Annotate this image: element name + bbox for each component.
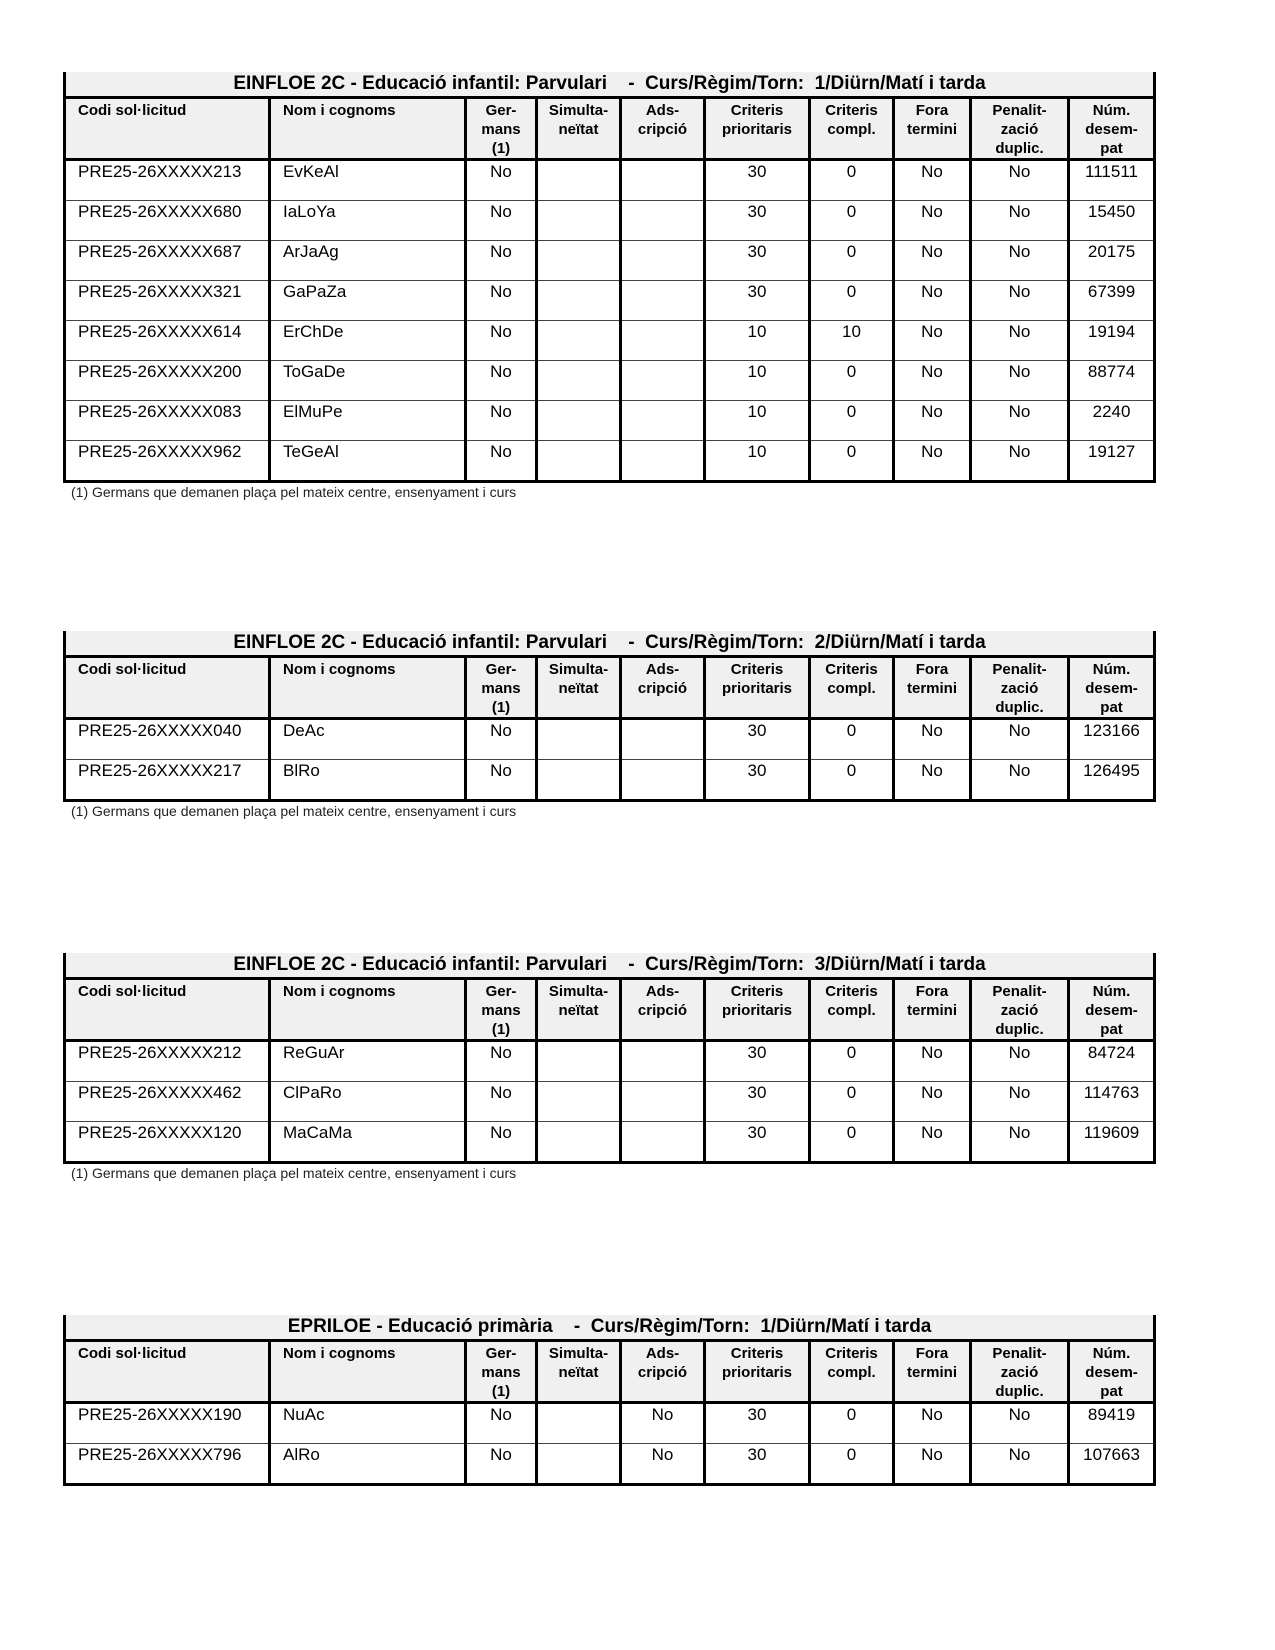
cell-assignment: [621, 321, 705, 361]
column-header-siblings: Ger- mans (1): [466, 657, 537, 719]
cell-full-name: GaPaZa: [270, 281, 466, 321]
cell-siblings: No: [466, 361, 537, 401]
cell-duplicate-penalty: No: [971, 1444, 1069, 1485]
cell-siblings: No: [466, 401, 537, 441]
cell-full-name: ErChDe: [270, 321, 466, 361]
cell-late-submission: No: [894, 1122, 971, 1163]
column-header-tiebreak-number: Núm. desem- pat: [1069, 1341, 1155, 1403]
cell-request-code: PRE25-26XXXXX962: [65, 441, 270, 482]
cell-request-code: PRE25-26XXXXX680: [65, 201, 270, 241]
cell-request-code: PRE25-26XXXXX213: [65, 160, 270, 201]
cell-full-name: MaCaMa: [270, 1122, 466, 1163]
cell-duplicate-penalty: No: [971, 441, 1069, 482]
column-header-request-code: Codi sol·licitud: [65, 657, 270, 719]
cell-siblings: No: [466, 719, 537, 760]
cell-tiebreak-number: 123166: [1069, 719, 1155, 760]
cell-siblings: No: [466, 281, 537, 321]
cell-assignment: [621, 361, 705, 401]
column-header-request-code: Codi sol·licitud: [65, 1341, 270, 1403]
cell-siblings: No: [466, 1122, 537, 1163]
cell-late-submission: No: [894, 201, 971, 241]
cell-simultaneity: [537, 719, 621, 760]
cell-complementary-criteria: 0: [810, 160, 894, 201]
cell-complementary-criteria: 0: [810, 361, 894, 401]
column-header-late-submission: Fora termini: [894, 979, 971, 1041]
cell-duplicate-penalty: No: [971, 1403, 1069, 1444]
table-row: [65, 321, 1155, 361]
cell-complementary-criteria: 0: [810, 241, 894, 281]
column-header-late-submission: Fora termini: [894, 1341, 971, 1403]
column-header-assignment: Ads- cripció: [621, 98, 705, 160]
cell-late-submission: No: [894, 281, 971, 321]
cell-priority-criteria: 30: [705, 281, 810, 321]
admissions-table: [63, 72, 1156, 483]
column-header-assignment: Ads- cripció: [621, 657, 705, 719]
cell-siblings: No: [466, 441, 537, 482]
cell-tiebreak-number: 88774: [1069, 361, 1155, 401]
cell-complementary-criteria: 0: [810, 441, 894, 482]
cell-duplicate-penalty: No: [971, 1082, 1069, 1122]
cell-siblings: No: [466, 201, 537, 241]
column-header-simultaneity: Simulta- neïtat: [537, 98, 621, 160]
column-header-duplicate-penalty: Penalit- zació duplic.: [971, 98, 1069, 160]
cell-full-name: EvKeAl: [270, 160, 466, 201]
cell-duplicate-penalty: No: [971, 160, 1069, 201]
cell-assignment: [621, 760, 705, 801]
cell-assignment: [621, 160, 705, 201]
cell-tiebreak-number: 19127: [1069, 441, 1155, 482]
cell-complementary-criteria: 0: [810, 401, 894, 441]
table-row: [65, 361, 1155, 401]
table-row: [65, 760, 1155, 801]
cell-tiebreak-number: 107663: [1069, 1444, 1155, 1485]
cell-siblings: No: [466, 1041, 537, 1082]
cell-full-name: AlRo: [270, 1444, 466, 1485]
table-row: [65, 1122, 1155, 1163]
cell-full-name: ToGaDe: [270, 361, 466, 401]
cell-complementary-criteria: 0: [810, 1122, 894, 1163]
column-header-simultaneity: Simulta- neïtat: [537, 979, 621, 1041]
cell-siblings: No: [466, 760, 537, 801]
cell-priority-criteria: 10: [705, 401, 810, 441]
column-header-request-code: Codi sol·licitud: [65, 979, 270, 1041]
cell-full-name: ClPaRo: [270, 1082, 466, 1122]
column-header-full-name: Nom i cognoms: [270, 979, 466, 1041]
cell-simultaneity: [537, 1122, 621, 1163]
cell-duplicate-penalty: No: [971, 1041, 1069, 1082]
cell-full-name: ReGuAr: [270, 1041, 466, 1082]
cell-request-code: PRE25-26XXXXX321: [65, 281, 270, 321]
cell-assignment: [621, 241, 705, 281]
cell-priority-criteria: 30: [705, 160, 810, 201]
cell-request-code: PRE25-26XXXXX190: [65, 1403, 270, 1444]
column-header-priority-criteria: Criteris prioritaris: [705, 657, 810, 719]
cell-assignment: [621, 719, 705, 760]
cell-tiebreak-number: 20175: [1069, 241, 1155, 281]
footnote: (1) Germans que demanen plaça pel mateix centre, ensenyament i curs: [71, 803, 517, 819]
admissions-table: [63, 631, 1156, 802]
cell-late-submission: No: [894, 441, 971, 482]
footnote: (1) Germans que demanen plaça pel mateix centre, ensenyament i curs: [71, 1165, 517, 1181]
cell-late-submission: No: [894, 1082, 971, 1122]
column-header-priority-criteria: Criteris prioritaris: [705, 979, 810, 1041]
cell-assignment: [621, 1122, 705, 1163]
cell-siblings: No: [466, 160, 537, 201]
admissions-table-section: [63, 953, 1153, 1181]
cell-request-code: PRE25-26XXXXX462: [65, 1082, 270, 1122]
cell-full-name: IaLoYa: [270, 201, 466, 241]
cell-complementary-criteria: 0: [810, 281, 894, 321]
cell-request-code: PRE25-26XXXXX120: [65, 1122, 270, 1163]
table-row: [65, 401, 1155, 441]
table-row: [65, 201, 1155, 241]
cell-assignment: [621, 1041, 705, 1082]
cell-request-code: PRE25-26XXXXX083: [65, 401, 270, 441]
cell-duplicate-penalty: No: [971, 401, 1069, 441]
cell-duplicate-penalty: No: [971, 281, 1069, 321]
cell-simultaneity: [537, 1403, 621, 1444]
cell-duplicate-penalty: No: [971, 361, 1069, 401]
cell-assignment: No: [621, 1403, 705, 1444]
cell-request-code: PRE25-26XXXXX687: [65, 241, 270, 281]
cell-complementary-criteria: 0: [810, 1444, 894, 1485]
cell-assignment: [621, 441, 705, 482]
cell-late-submission: No: [894, 241, 971, 281]
table-title: EPRILOE - Educació primària - Curs/Règim/Torn: 1/Diürn/Matí i tarda: [65, 1315, 1155, 1341]
cell-duplicate-penalty: No: [971, 719, 1069, 760]
table-title: EINFLOE 2C - Educació infantil: Parvulari - Curs/Règim/Torn: 3/Diürn/Matí i tarda: [65, 953, 1155, 979]
cell-request-code: PRE25-26XXXXX796: [65, 1444, 270, 1485]
cell-simultaneity: [537, 1041, 621, 1082]
column-header-simultaneity: Simulta- neïtat: [537, 1341, 621, 1403]
cell-complementary-criteria: 10: [810, 321, 894, 361]
table-row: [65, 1041, 1155, 1082]
cell-simultaneity: [537, 281, 621, 321]
column-header-siblings: Ger- mans (1): [466, 979, 537, 1041]
cell-priority-criteria: 30: [705, 1082, 810, 1122]
cell-simultaneity: [537, 1444, 621, 1485]
cell-tiebreak-number: 2240: [1069, 401, 1155, 441]
admissions-table-section: [63, 631, 1153, 819]
column-header-full-name: Nom i cognoms: [270, 657, 466, 719]
column-header-full-name: Nom i cognoms: [270, 1341, 466, 1403]
cell-full-name: DeAc: [270, 719, 466, 760]
cell-request-code: PRE25-26XXXXX200: [65, 361, 270, 401]
footnote: (1) Germans que demanen plaça pel mateix centre, ensenyament i curs: [71, 484, 517, 500]
cell-siblings: No: [466, 241, 537, 281]
column-header-full-name: Nom i cognoms: [270, 98, 466, 160]
cell-simultaneity: [537, 160, 621, 201]
cell-full-name: NuAc: [270, 1403, 466, 1444]
table-title: EINFLOE 2C - Educació infantil: Parvulari - Curs/Règim/Torn: 2/Diürn/Matí i tarda: [65, 631, 1155, 657]
cell-priority-criteria: 10: [705, 441, 810, 482]
column-header-duplicate-penalty: Penalit- zació duplic.: [971, 1341, 1069, 1403]
cell-priority-criteria: 30: [705, 760, 810, 801]
cell-priority-criteria: 30: [705, 1403, 810, 1444]
cell-simultaneity: [537, 201, 621, 241]
column-header-complementary-criteria: Criteris compl.: [810, 657, 894, 719]
cell-tiebreak-number: 84724: [1069, 1041, 1155, 1082]
column-header-duplicate-penalty: Penalit- zació duplic.: [971, 657, 1069, 719]
cell-request-code: PRE25-26XXXXX614: [65, 321, 270, 361]
table-row: [65, 1403, 1155, 1444]
column-header-assignment: Ads- cripció: [621, 1341, 705, 1403]
cell-late-submission: No: [894, 160, 971, 201]
cell-simultaneity: [537, 441, 621, 482]
column-header-tiebreak-number: Núm. desem- pat: [1069, 657, 1155, 719]
cell-simultaneity: [537, 321, 621, 361]
cell-late-submission: No: [894, 361, 971, 401]
cell-siblings: No: [466, 1403, 537, 1444]
cell-priority-criteria: 30: [705, 1122, 810, 1163]
cell-complementary-criteria: 0: [810, 719, 894, 760]
column-header-request-code: Codi sol·licitud: [65, 98, 270, 160]
table-row: [65, 160, 1155, 201]
cell-late-submission: No: [894, 1444, 971, 1485]
cell-priority-criteria: 30: [705, 241, 810, 281]
column-header-priority-criteria: Criteris prioritaris: [705, 1341, 810, 1403]
cell-full-name: BlRo: [270, 760, 466, 801]
cell-assignment: No: [621, 1444, 705, 1485]
admissions-table-section: [63, 72, 1153, 500]
cell-siblings: No: [466, 1444, 537, 1485]
admissions-table: [63, 1315, 1156, 1486]
cell-assignment: [621, 1082, 705, 1122]
column-header-priority-criteria: Criteris prioritaris: [705, 98, 810, 160]
cell-tiebreak-number: 119609: [1069, 1122, 1155, 1163]
cell-complementary-criteria: 0: [810, 1082, 894, 1122]
column-header-complementary-criteria: Criteris compl.: [810, 1341, 894, 1403]
column-header-late-submission: Fora termini: [894, 98, 971, 160]
table-title: EINFLOE 2C - Educació infantil: Parvulari - Curs/Règim/Torn: 1/Diürn/Matí i tarda: [65, 72, 1155, 98]
cell-simultaneity: [537, 241, 621, 281]
cell-request-code: PRE25-26XXXXX217: [65, 760, 270, 801]
column-header-assignment: Ads- cripció: [621, 979, 705, 1041]
admissions-table-section: [63, 1315, 1153, 1486]
column-header-complementary-criteria: Criteris compl.: [810, 979, 894, 1041]
cell-assignment: [621, 281, 705, 321]
table-row: [65, 1444, 1155, 1485]
cell-tiebreak-number: 89419: [1069, 1403, 1155, 1444]
cell-tiebreak-number: 111511: [1069, 160, 1155, 201]
cell-siblings: No: [466, 1082, 537, 1122]
column-header-siblings: Ger- mans (1): [466, 98, 537, 160]
cell-full-name: ArJaAg: [270, 241, 466, 281]
cell-priority-criteria: 10: [705, 321, 810, 361]
cell-assignment: [621, 201, 705, 241]
table-row: [65, 281, 1155, 321]
table-row: [65, 719, 1155, 760]
cell-tiebreak-number: 126495: [1069, 760, 1155, 801]
column-header-siblings: Ger- mans (1): [466, 1341, 537, 1403]
cell-simultaneity: [537, 361, 621, 401]
cell-simultaneity: [537, 1082, 621, 1122]
cell-request-code: PRE25-26XXXXX040: [65, 719, 270, 760]
cell-full-name: ElMuPe: [270, 401, 466, 441]
table-row: [65, 241, 1155, 281]
cell-complementary-criteria: 0: [810, 1041, 894, 1082]
cell-duplicate-penalty: No: [971, 241, 1069, 281]
cell-simultaneity: [537, 760, 621, 801]
table-row: [65, 1082, 1155, 1122]
cell-tiebreak-number: 67399: [1069, 281, 1155, 321]
cell-duplicate-penalty: No: [971, 201, 1069, 241]
cell-late-submission: No: [894, 1403, 971, 1444]
column-header-tiebreak-number: Núm. desem- pat: [1069, 98, 1155, 160]
cell-siblings: No: [466, 321, 537, 361]
admissions-table: [63, 953, 1156, 1164]
cell-complementary-criteria: 0: [810, 760, 894, 801]
cell-priority-criteria: 30: [705, 719, 810, 760]
cell-request-code: PRE25-26XXXXX212: [65, 1041, 270, 1082]
cell-duplicate-penalty: No: [971, 321, 1069, 361]
cell-late-submission: No: [894, 719, 971, 760]
cell-duplicate-penalty: No: [971, 1122, 1069, 1163]
cell-duplicate-penalty: No: [971, 760, 1069, 801]
cell-priority-criteria: 30: [705, 1444, 810, 1485]
cell-late-submission: No: [894, 760, 971, 801]
cell-late-submission: No: [894, 321, 971, 361]
column-header-duplicate-penalty: Penalit- zació duplic.: [971, 979, 1069, 1041]
cell-assignment: [621, 401, 705, 441]
cell-tiebreak-number: 19194: [1069, 321, 1155, 361]
cell-tiebreak-number: 114763: [1069, 1082, 1155, 1122]
cell-complementary-criteria: 0: [810, 1403, 894, 1444]
cell-full-name: TeGeAl: [270, 441, 466, 482]
table-row: [65, 441, 1155, 482]
cell-complementary-criteria: 0: [810, 201, 894, 241]
cell-priority-criteria: 30: [705, 201, 810, 241]
column-header-complementary-criteria: Criteris compl.: [810, 98, 894, 160]
cell-tiebreak-number: 15450: [1069, 201, 1155, 241]
column-header-simultaneity: Simulta- neïtat: [537, 657, 621, 719]
cell-simultaneity: [537, 401, 621, 441]
cell-late-submission: No: [894, 401, 971, 441]
cell-priority-criteria: 10: [705, 361, 810, 401]
column-header-late-submission: Fora termini: [894, 657, 971, 719]
cell-late-submission: No: [894, 1041, 971, 1082]
column-header-tiebreak-number: Núm. desem- pat: [1069, 979, 1155, 1041]
cell-priority-criteria: 30: [705, 1041, 810, 1082]
